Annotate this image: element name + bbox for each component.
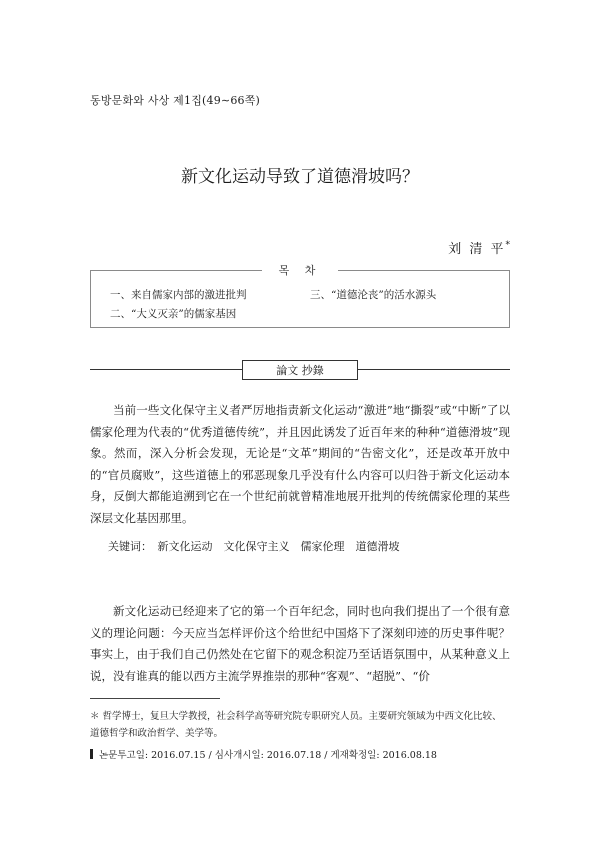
paper-title: 新文化运动导致了道德滑坡吗？ xyxy=(181,167,419,187)
author-footnote-mark: * xyxy=(505,240,510,251)
journal-header: 동방문화와 사상 제1집(49∼66쪽) xyxy=(90,94,261,107)
abstract-text: 当前一些文化保守主义者严厉地指责新文化运动“激进”地“撕裂”或“中断”了以儒家伦理为代表的“优秀道德传统”，并且因此诱发了近百年来的种种“道德滑坡”现象。然而，深入分析会发现，无论是“文革”期间的“告密文化”，还是改革开放中的“官员腐败”，这些道德上的邪恶现象几乎没有什么内容可以归咎于新文化运动本身，反倒大都能追溯到它在一个世纪前就曾精准地展开批判的传统儒家伦理的某些深层文化基因那里。 xyxy=(90,403,510,525)
dates-text: 논문투고일: 2016.07.15 / 심사개시일: 2016.07.18 / 게재확정일: 2016.08.18 xyxy=(99,750,437,761)
toc-item-2: 二、“大义灭亲”的儒家基因 xyxy=(110,308,237,320)
author-name: 刘 清 平 xyxy=(448,242,506,257)
body-paragraph: 新文化运动已经迎来了它的第一个百年纪念，同时也向我们提出了一个很有意义的理论问题：今天应当怎样评价这个给世纪中国烙下了深刻印迹的历史事件呢？事实上，由于我们自己仍然处在它留下的观念积淀乃至话语氛围中，从某种意义上说，没有谁真的能以西方主流学界推崇的那种“客观”、“超脱”、“价 xyxy=(90,604,510,683)
keywords: 关键词： 新文化运动 文化保守主义 儒家伦理 道德滑坡 xyxy=(108,540,400,553)
abstract-label: 論文 抄錄 xyxy=(242,360,358,380)
footnote-rule xyxy=(90,698,220,699)
toc-item-1: 一、来自儒家内部的激进批判 xyxy=(110,289,247,301)
author-footnote: ＊ 哲学博士，复旦大学教授，社会科学高等研究院专职研究人员。主要研究领域为中西文化比较、道德哲学和政治哲学、美学等。 xyxy=(90,711,502,739)
toc-item-3: 三、“道德沦丧”的活水源头 xyxy=(310,289,437,301)
submission-dates xyxy=(90,747,437,761)
author xyxy=(448,238,510,257)
dates-marker xyxy=(90,749,93,759)
toc-label: 목 차 xyxy=(262,262,338,278)
